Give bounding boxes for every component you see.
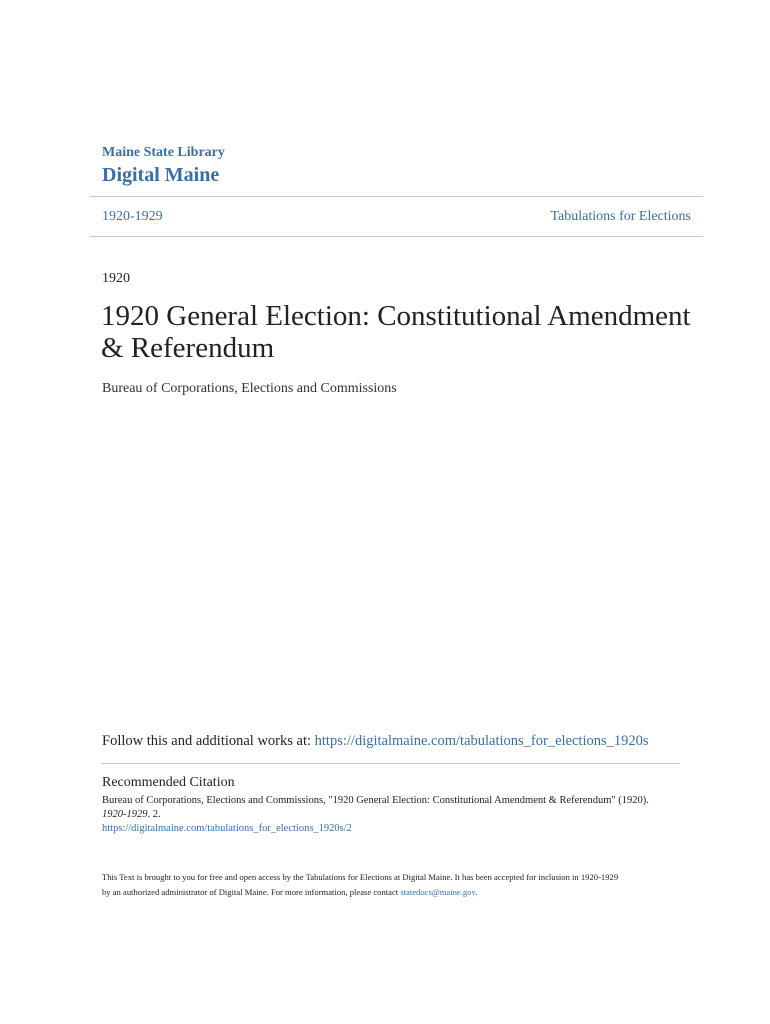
breadcrumb-series-link[interactable]: Tabulations for Elections — [550, 209, 691, 224]
breadcrumb — [102, 207, 691, 227]
divider-citation — [102, 763, 680, 764]
follow-link[interactable]: https://digitalmaine.com/tabulations_for_elections_1920s — [314, 733, 649, 749]
follow-line — [102, 731, 649, 751]
citation-body — [102, 794, 702, 836]
citation-number: . 2. — [147, 809, 161, 820]
notice-end: . — [475, 887, 478, 897]
notice-text: by an authorized administrator of Digital Maine. For more information, please contact — [102, 887, 401, 897]
breadcrumb-collection-link[interactable]: 1920-1929 — [102, 209, 163, 224]
document-title: 1920 General Election: Constitutional Amendment & Referendum — [101, 300, 691, 364]
document-author: Bureau of Corporations, Elections and Commissions — [102, 381, 397, 396]
document-year: 1920 — [102, 271, 130, 286]
access-notice — [102, 870, 702, 900]
citation-source-line — [102, 808, 702, 822]
citation-heading: Recommended Citation — [102, 775, 235, 790]
notice-line-1: This Text is brought to you for free and open access by the Tabulations for Elections at Digital Maine. It has been accepted for inclusion in 1920-1929 — [102, 872, 619, 882]
masthead — [102, 144, 225, 187]
organization-name: Maine State Library — [102, 145, 225, 160]
citation-text: Bureau of Corporations, Elections and Commissions, "1920 General Election: Constitutional Amendment & Referendum" (1920). — [102, 795, 649, 806]
repository-name: Digital Maine — [102, 164, 220, 186]
divider-middle — [90, 236, 703, 237]
citation-link[interactable]: https://digitalmaine.com/tabulations_for_elections_1920s/2 — [102, 823, 352, 834]
divider-top — [90, 196, 703, 197]
citation-source: 1920-1929 — [102, 809, 148, 820]
follow-label: Follow this and additional works at: — [102, 733, 315, 749]
contact-email-link[interactable]: statedocs@maine.gov — [400, 887, 476, 897]
notice-line-2 — [102, 885, 702, 900]
